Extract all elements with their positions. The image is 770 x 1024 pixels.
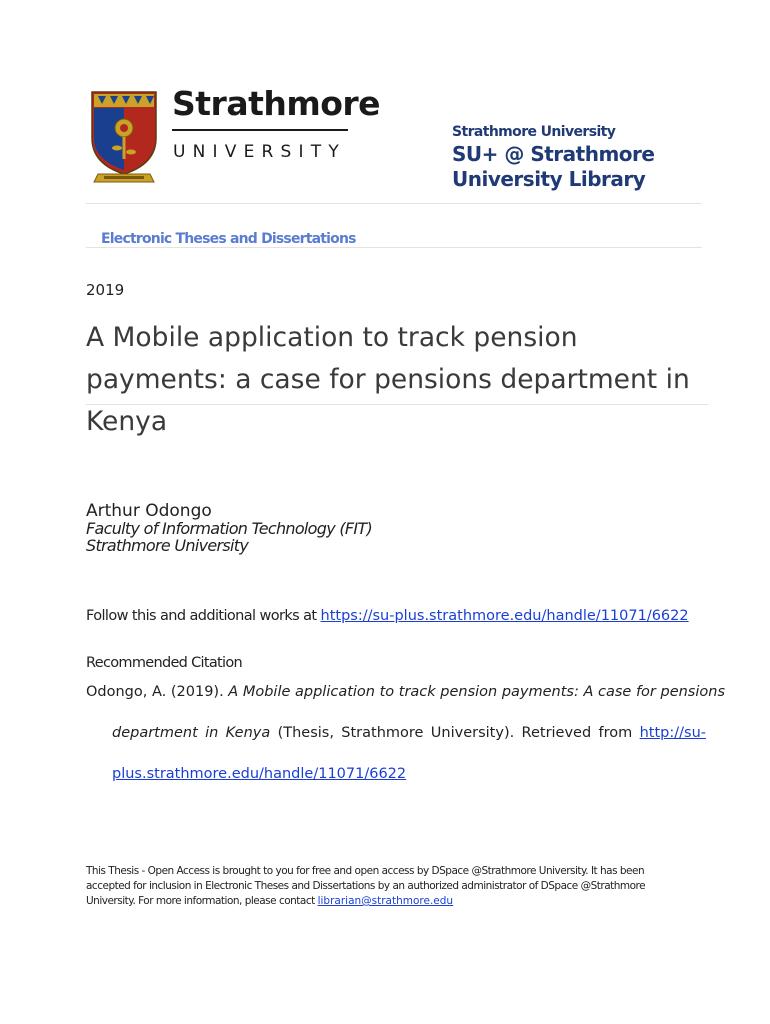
citation-heading: Recommended Citation [86,655,242,671]
citation-line-1 [86,684,726,700]
citation-line-2 [112,725,706,741]
follow-line [86,608,689,624]
author-faculty: Faculty of Information Technology (FIT) [86,519,373,538]
collection-label[interactable]: Electronic Theses and Dissertations [101,231,356,247]
library-name: University Library [452,167,646,191]
citation-rest: (Thesis, Strathmore University). Retrieved from [270,725,640,741]
document-title: A Mobile application to track pension payments: a case for pensions department in Kenya [86,322,690,437]
contact-email-link[interactable]: librarian@strathmore.edu [317,895,454,907]
citation-title-part-1: A Mobile application to track pension payments: A case for pensions [228,684,726,700]
citation-line-3 [112,766,406,782]
citation-link-part-2[interactable]: plus.strathmore.edu/handle/11071/6622 [112,766,407,782]
access-notice-text: This Thesis - Open Access is brought to you for free and open access by DSpace @Strathmore University. It has been accepted for inclusion in Electronic Theses and Dissertations by an authorized administrator of DSpace @Strathmore University. For more information, please contact [86,865,646,907]
library-university-name: Strathmore University [452,124,616,140]
logo-subtitle: UNIVERSITY [173,142,346,162]
divider [86,404,708,405]
author-university: Strathmore University [86,536,249,555]
citation-link-part-1[interactable]: http://su- [639,725,707,741]
logo-wordmark: Strathmore [172,84,381,123]
university-crest-logo [88,86,160,184]
access-notice [86,864,666,909]
handle-link[interactable]: https://su-plus.strathmore.edu/handle/11071/6622 [320,608,689,624]
author-name: Arthur Odongo [86,501,212,521]
divider [86,203,702,204]
publication-year: 2019 [86,281,125,299]
follow-prefix: Follow this and additional works at [86,608,321,624]
library-repository-name: SU+ @ Strathmore [452,142,655,166]
citation-authors-year: Odongo, A. (2019). [86,684,229,700]
logo-divider [172,129,348,131]
divider [86,247,702,248]
citation-title-part-2: department in Kenya [112,725,271,741]
